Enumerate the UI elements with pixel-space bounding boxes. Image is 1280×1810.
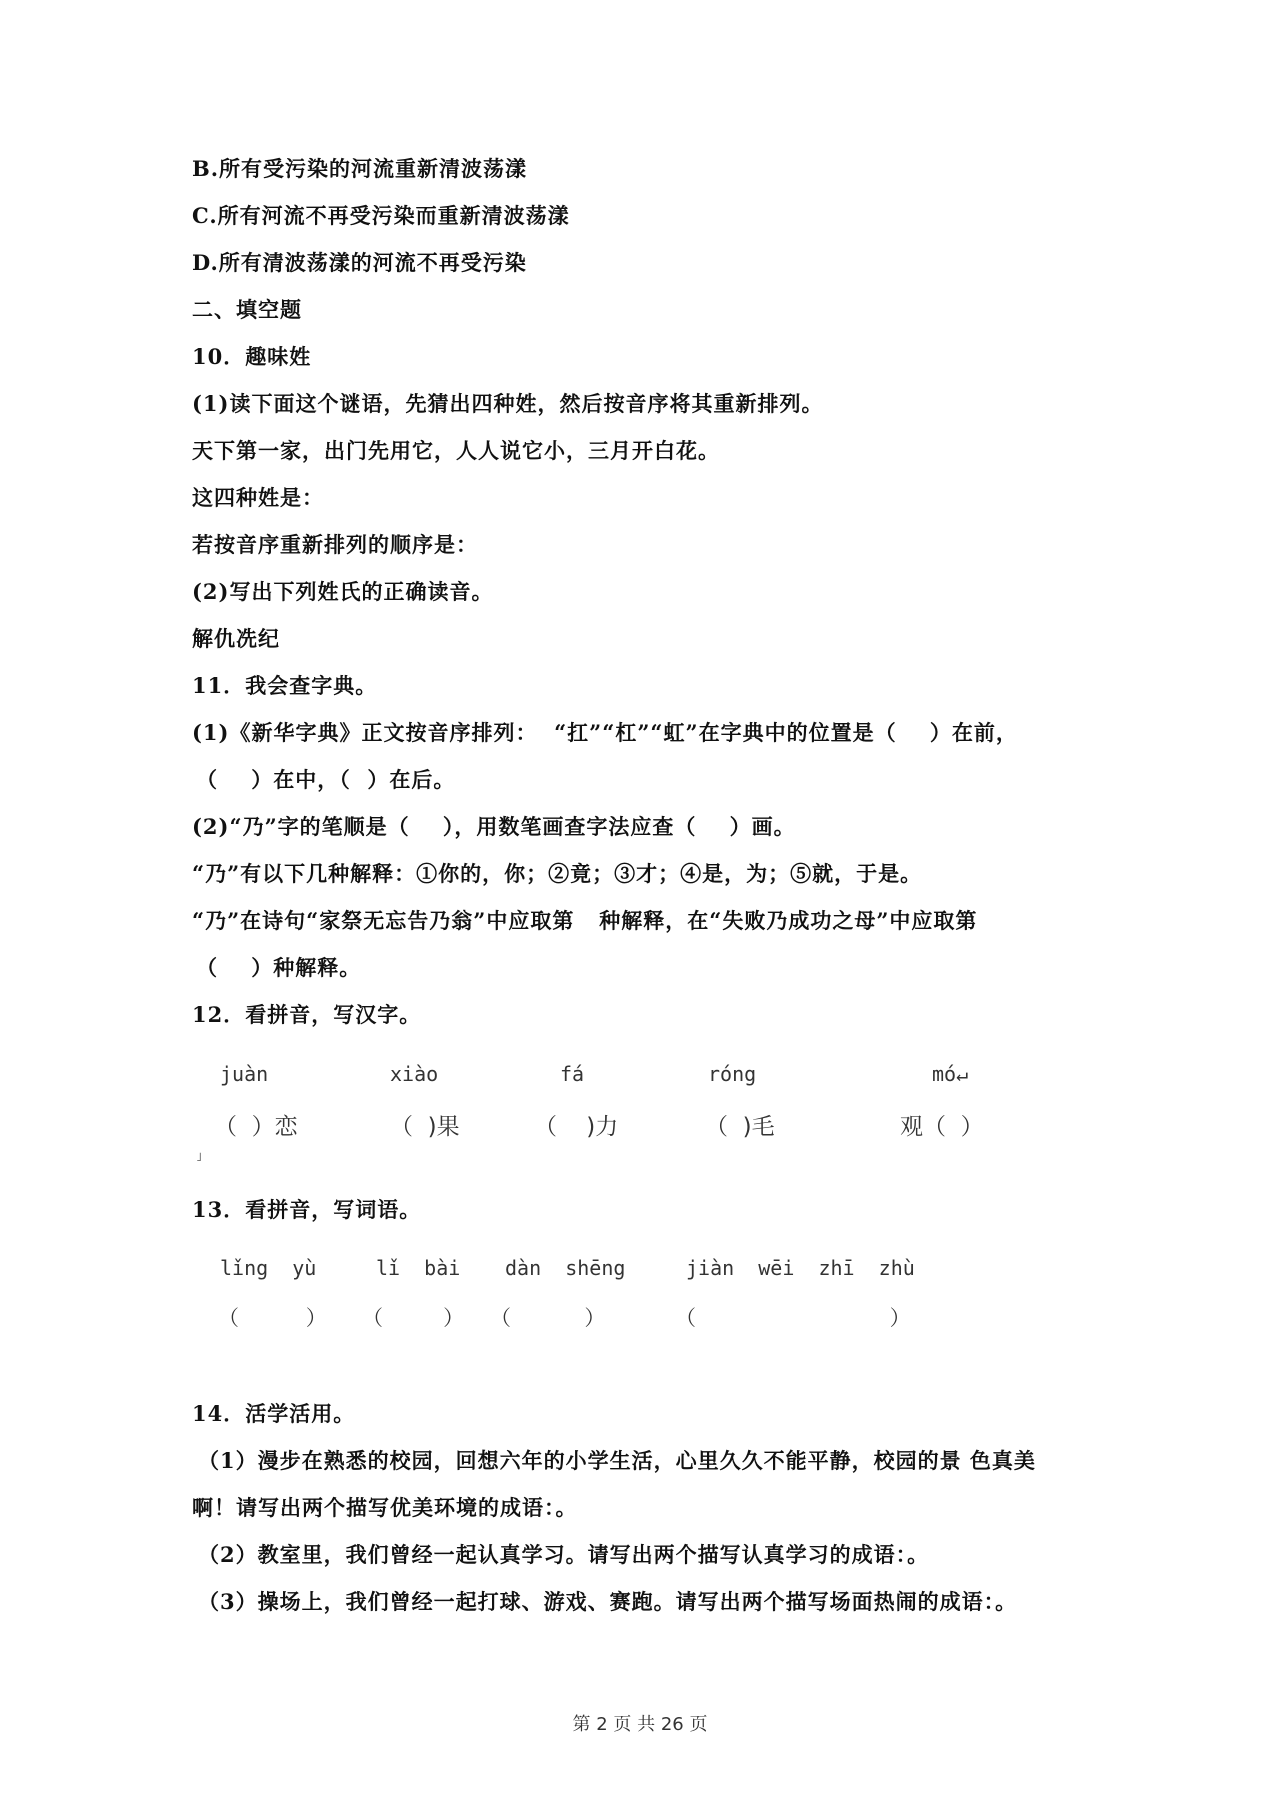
option-d: D.所有清波荡漾的河流不再受污染 xyxy=(192,250,527,275)
q13-pinyin-1: lǐng yù xyxy=(220,1256,317,1280)
q13-blank-2: （ ） xyxy=(362,1306,465,1330)
question-14-title: 14．活学活用。 xyxy=(192,1401,356,1426)
question-14-part-2: （2）教室里，我们曾经一起认真学习。请写出两个描写认真学习的成语：。 xyxy=(198,1542,930,1567)
question-11-part-2: (2)“乃”字的笔顺是（ ），用数笔画查字法应查（ ）画。 xyxy=(192,814,796,839)
q12-blank-1: （ ）恋 xyxy=(214,1114,298,1140)
question-10-part-2: (2)写出下列姓氏的正确读音。 xyxy=(192,579,494,604)
question-14-part-1-cont: 啊！请写出两个描写优美环境的成语：。 xyxy=(192,1495,578,1520)
riddle-text: 天下第一家，出门先用它，人人说它小，三月开白花。 xyxy=(192,438,720,463)
q13-blank-4: （ ） xyxy=(675,1306,911,1330)
q12-blank-2: （ )果 xyxy=(390,1114,460,1140)
q13-pinyin-2: lǐ bài xyxy=(376,1256,461,1280)
q13-pinyin-3: dàn shēng xyxy=(505,1256,626,1280)
question-14-part-1: （1）漫步在熟悉的校园，回想六年的小学生活，心里久久不能平静，校园的景 色真美 xyxy=(198,1448,1036,1473)
nai-usage: “乃”在诗句“家祭无忘告乃翁”中应取第 种解释，在“失败乃成功之母”中应取第 xyxy=(192,908,978,933)
q12-pinyin-4: róng xyxy=(708,1062,757,1086)
q12-pinyin-1: juàn xyxy=(220,1062,269,1086)
question-14-part-3: （3）操场上，我们曾经一起打球、游戏、赛跑。请写出两个描写场面热闹的成语：。 xyxy=(198,1589,1018,1614)
q12-blank-4: （ )毛 xyxy=(705,1114,775,1140)
order-prompt: 若按音序重新排列的顺序是： xyxy=(192,532,478,557)
nai-meanings: “乃”有以下几种解释：①你的，你；②竟；③才；④是，为；⑤就，于是。 xyxy=(192,861,923,886)
question-11-part-1-cont: （ ）在中，（ ）在后。 xyxy=(196,767,456,792)
option-b: B.所有受污染的河流重新清波荡漾 xyxy=(192,156,528,181)
q13-pinyin-4: jiàn wēi zhī zhù xyxy=(686,1256,915,1280)
q12-blank-3: （ )力 xyxy=(534,1114,619,1140)
q12-pinyin-2: xiào xyxy=(390,1062,439,1086)
q12-pinyin-5: mó↵ xyxy=(932,1062,969,1086)
question-10-part-1: (1)读下面这个谜语，先猜出四种姓，然后按音序将其重新排列。 xyxy=(192,391,824,416)
question-11-part-1: (1)《新华字典》正文按音序排列： “扛”“杠”“虹”在字典中的位置是（ ）在前， xyxy=(192,720,1018,745)
option-c: C.所有河流不再受污染而重新清波荡漾 xyxy=(192,203,570,228)
page-footer: 第 2 页 共 26 页 xyxy=(572,1714,708,1735)
surname-list: 解仇冼纪 xyxy=(192,626,280,651)
q13-blank-1: （ ） xyxy=(218,1306,327,1330)
surnames-prompt: 这四种姓是： xyxy=(192,485,324,510)
q12-pinyin-3: fá xyxy=(560,1062,585,1086)
question-13-title: 13．看拼音，写词语。 xyxy=(192,1197,422,1222)
q13-blank-3: （ ） xyxy=(490,1306,606,1330)
paragraph-mark: ˩ xyxy=(196,1150,202,1164)
question-11-title: 11．我会查字典。 xyxy=(192,673,378,698)
section-heading: 二、填空题 xyxy=(192,297,302,322)
q12-blank-5: 观（ ） xyxy=(900,1114,984,1140)
question-10-title: 10．趣味姓 xyxy=(192,344,312,369)
nai-usage-cont: （ ）种解释。 xyxy=(196,955,362,980)
question-12-title: 12．看拼音，写汉字。 xyxy=(192,1002,422,1027)
